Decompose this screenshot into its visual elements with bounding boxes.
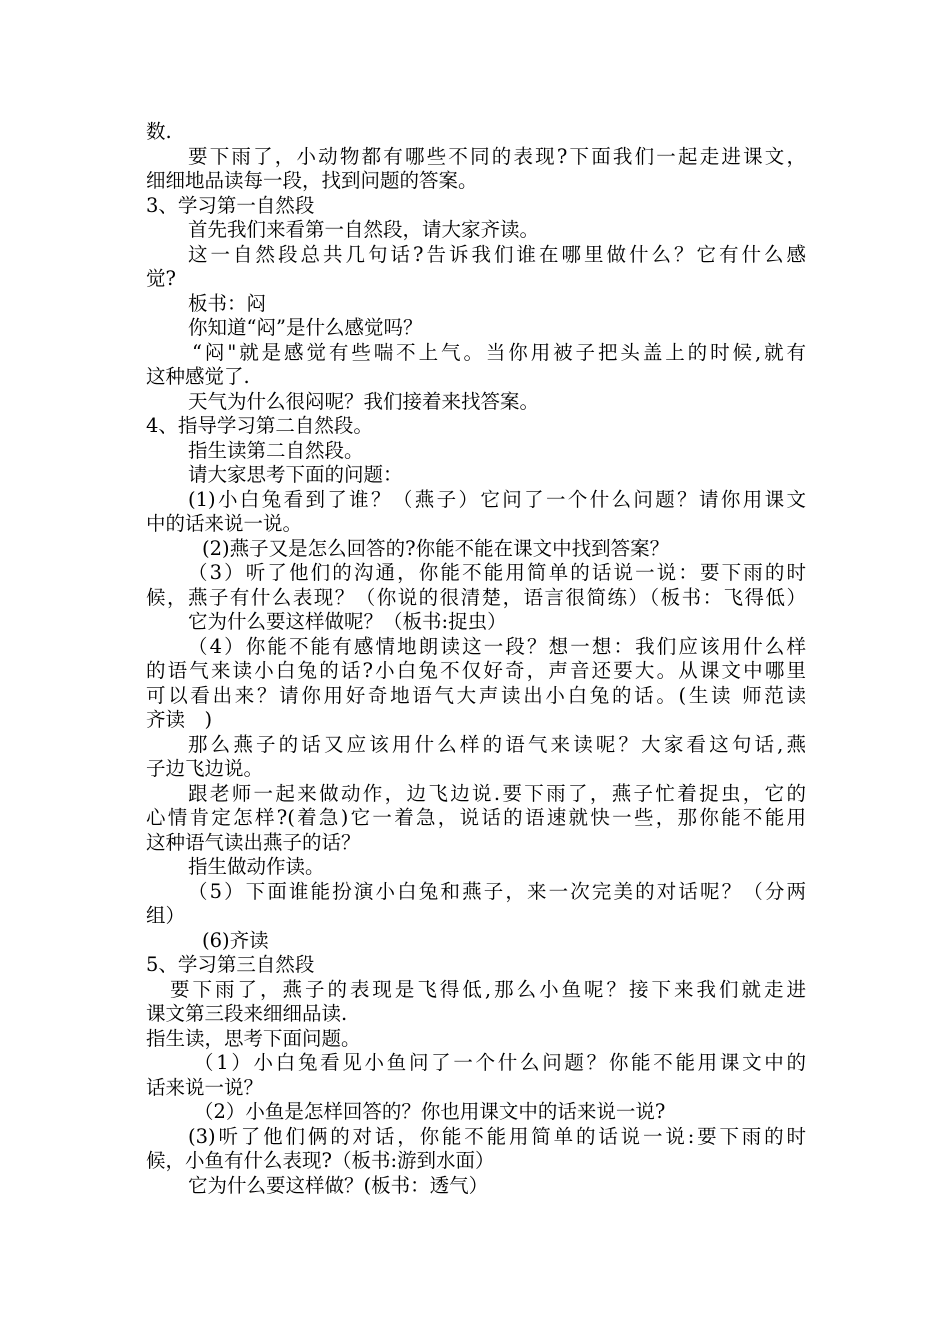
text-line: 指生读第二自然段。 (188, 438, 364, 462)
text-line: 可以看出来？请你用好奇地语气大声读出小白兔的话。(生读 师范读 (146, 683, 806, 707)
question-line: (2)燕子又是怎么回答的?你能不能在课文中找到答案？ (202, 536, 670, 560)
text-line: 它为什么要这样做？(板书：透气） (188, 1173, 489, 1197)
text-line: 跟老师一起来做动作，边飞边说.要下雨了，燕子忙着捉虫，它的 (188, 781, 806, 805)
text-line: 指生做动作读。 (188, 855, 325, 878)
question-line: （2）小鱼是怎样回答的？你也用课文中的话来说一说? (194, 1100, 666, 1123)
document-body (146, 120, 806, 1198)
question-line: (1)小白兔看到了谁？（燕子）它问了一个什么问题？请你用课文 (188, 487, 806, 511)
text-line: 心情肯定怎样?(着急)它一着急，说话的语速就快一些，那你能不能用 (146, 806, 806, 829)
question-line: （5）下面谁能扮演小白兔和燕子，来一次完美的对话呢？（分两 (188, 879, 806, 903)
text-line: 组） (146, 904, 186, 927)
text-line: 候，燕子有什么表现？（你说的很清楚，语言很简练）（板书：飞得低） (146, 585, 806, 609)
question-line: （4）你能不能有感情地朗读这一段？想一想：我们应该用什么样 (188, 634, 806, 658)
text-line: 的语气来读小白兔的话?小白兔不仅好奇，声音还要大。从课文中哪里 (146, 659, 806, 682)
section-heading: 5、学习第三自然段 (146, 953, 315, 976)
text-line: 指生读，思考下面问题。 (146, 1026, 361, 1050)
text-line: 细细地品读每一段，找到问题的答案。 (146, 169, 478, 192)
text-line: 齐读 ) (146, 708, 213, 731)
question-line: （1）小白兔看见小鱼问了一个什么问题？你能不能用课文中的 (194, 1051, 806, 1074)
text-line: 课文第三段来细细品读. (146, 1002, 348, 1025)
text-line: 觉? (146, 267, 176, 290)
section-heading: 4、指导学习第二自然段。 (146, 414, 373, 437)
text-line: 中的话来说一说。 (146, 512, 303, 535)
text-line: 首先我们来看第一自然段，请大家齐读。 (188, 218, 540, 241)
text-line: 这一自然段总共几句话?告诉我们谁在哪里做什么？它有什么感 (188, 242, 806, 266)
text-line: 那么燕子的话又应该用什么样的语气来读呢？大家看这句话,燕 (188, 732, 806, 756)
text-line: 要下雨了，燕子的表现是飞得低,那么小鱼呢？接下来我们就走进 (170, 977, 806, 1001)
board-note: 板书：闷 (188, 291, 267, 315)
text-line: “闷"就是感觉有些喘不上气。当你用被子把头盖上的时候,就有 (192, 340, 806, 364)
text-line: 这种语气读出燕子的话？ (146, 830, 361, 854)
text-line: 这种感觉了. (146, 365, 250, 388)
text-line: 它为什么要这样做呢？（板书:捉虫） (188, 610, 507, 633)
text-line: 要下雨了，小动物都有哪些不同的表现?下面我们一起走进课文， (188, 144, 806, 168)
question-line: (6)齐读 (202, 928, 269, 952)
text-line: 请大家思考下面的问题： (188, 463, 403, 486)
text-line: 候，小鱼有什么表现?（板书:游到水面） (146, 1149, 495, 1172)
text-line: 天气为什么很闷呢？我们接着来找答案。 (188, 389, 540, 413)
section-heading: 3、学习第一自然段 (146, 193, 315, 217)
text-line: 子边飞边说。 (146, 757, 264, 780)
question-line: (3)听了他们俩的对话，你能不能用简单的话说一说:要下雨的时 (188, 1124, 806, 1148)
text-line: 数. (146, 120, 172, 143)
text-line: 你知道“闷”是什么感觉吗？ (188, 316, 423, 339)
question-line: （3）听了他们的沟通，你能不能用简单的话说一说：要下雨的时 (188, 561, 806, 584)
text-line: 话来说一说？ (146, 1075, 264, 1099)
